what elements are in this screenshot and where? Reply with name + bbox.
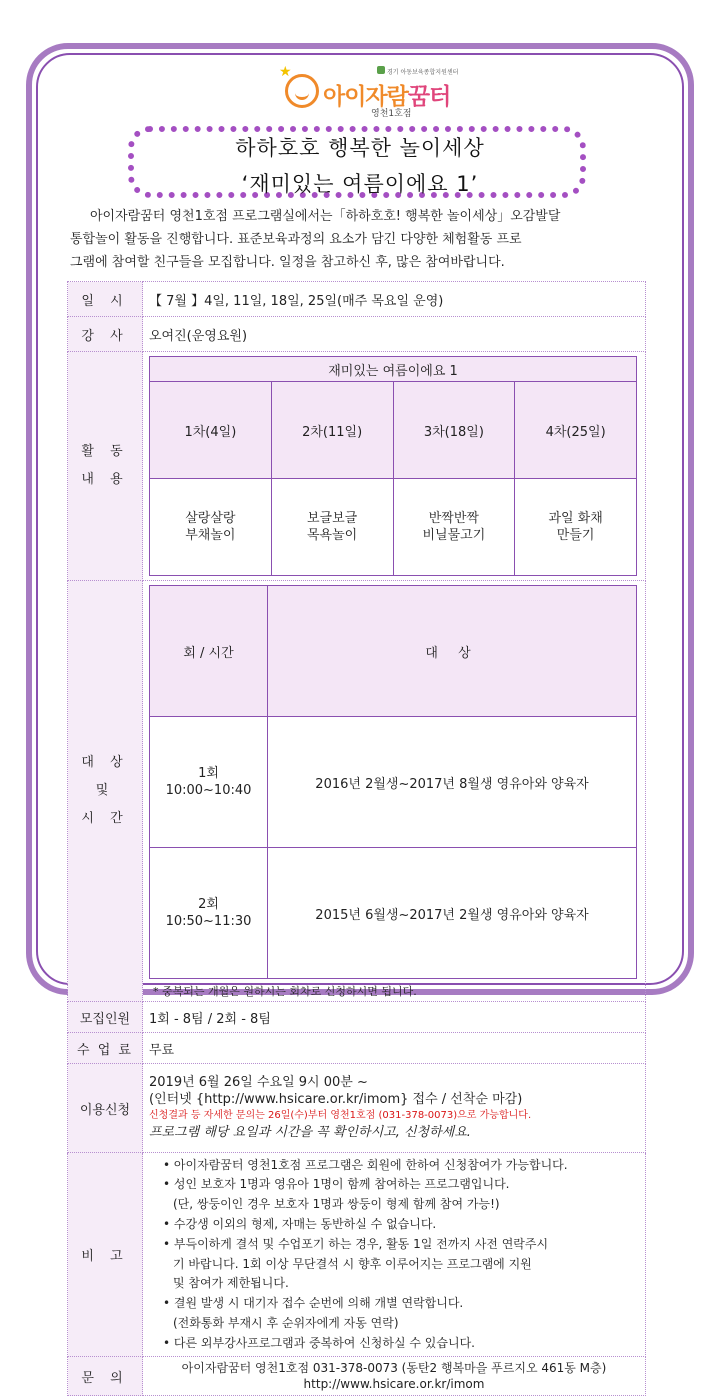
intro-line: 아이자람꿈터 영천1호점 프로그램실에서는「하하호호! 행복한 놀이세상」오감발달 [90, 209, 561, 224]
smile-face-icon [285, 74, 319, 108]
row-date [68, 282, 646, 317]
row-capacity [68, 1002, 646, 1033]
apply-inquiry-notice: 신청결과 등 자세한 문의는 26일(수)부터 영천1호점 (031-378-0073)으로 가능합니다. [149, 1110, 532, 1121]
apply-cell [143, 1064, 646, 1153]
target-desc: 2015년 6월생~2017년 2월생 영유아와 양육자 [268, 848, 637, 979]
row-apply [68, 1064, 646, 1153]
contact-cell [143, 1357, 646, 1396]
value-capacity: 1회 - 8팀 / 2회 - 8팀 [143, 1002, 646, 1033]
row-activity [68, 352, 646, 581]
label-target: 대 상 및 시 간 [68, 581, 143, 1002]
row-contact [68, 1357, 646, 1396]
session-round: 1차(4일) [150, 382, 272, 479]
logo-center: 영천1호점 [371, 109, 412, 119]
activity-table [149, 356, 637, 576]
star-icon: ★ [279, 64, 292, 80]
label-remarks: 비 고 [68, 1153, 143, 1357]
target-desc: 2016년 2월생~2017년 8월생 영유아와 양육자 [268, 717, 637, 848]
label-instructor: 강 사 [68, 317, 143, 352]
remark-line: • 성인 보호자 1명과 영유아 1명이 함께 참여하는 프로그램입니다. [163, 1177, 510, 1192]
contact-url[interactable]: http://www.hsicare.or.kr/imom [303, 1377, 485, 1391]
session-round: 4차(25일) [515, 382, 637, 479]
logo [279, 64, 485, 119]
target-round: 2회 10:50~11:30 [150, 848, 268, 979]
activity-cell [143, 352, 646, 581]
intro-line: 통합놀이 활동을 진행합니다. 표준보육과정의 요소가 담긴 다양한 체험활동 프로 [70, 232, 522, 247]
apply-reminder: 프로그램 해당 요일과 시간을 꼭 확인하시고, 신청하세요. [149, 1125, 471, 1140]
session-round: 2차(11일) [271, 382, 393, 479]
label-apply: 이용신청 [68, 1064, 143, 1153]
logo-org: 경기 아동보육종합지원센터 [387, 69, 459, 76]
target-table [149, 585, 637, 979]
remark-line: 기 바랍니다. 1회 이상 무단결석 시 향후 이루어지는 프로그램에 지원 [173, 1256, 532, 1271]
remark-line: • 다른 외부강사프로그램과 중복하여 신청하실 수 있습니다. [163, 1335, 475, 1350]
session-content: 살랑살랑 부채놀이 [150, 479, 272, 576]
remark-line: • 결원 발생 시 대기자 접수 순번에 의해 개별 연락합니다. [163, 1296, 464, 1311]
target-col-desc: 대 상 [268, 586, 637, 717]
label-activity: 활 동 내 용 [68, 352, 143, 581]
page-title: 하하호호 행복한 놀이세상 [235, 136, 485, 160]
row-target [68, 581, 646, 1002]
remark-line: (전화통화 부재시 후 순위자에게 자동 연락) [173, 1315, 399, 1330]
remarks-cell [143, 1153, 646, 1357]
remark-line: 및 참여가 제한됩니다. [173, 1276, 289, 1291]
session-content: 과일 화채 만들기 [515, 479, 637, 576]
apply-method: (인터넷 {http://www.hsicare.or.kr/imom} 접수 / 선착순 마감) [149, 1092, 523, 1107]
info-table [67, 281, 646, 1396]
contact-address: 아이자람꿈터 영천1호점 031-378-0073 (동탄2 행복마을 푸르지오 461동 M층) [181, 1361, 607, 1375]
logo-name: 아이자람꿈터 [323, 84, 451, 110]
apply-date: 2019년 6월 26일 수요일 9시 00분 ~ [149, 1075, 368, 1090]
session-round: 3차(18일) [393, 382, 515, 479]
page-subtitle: ‘재미있는 여름이에요 1’ [241, 172, 479, 196]
remark-line: • 부득이하게 결석 및 수업포기 하는 경우, 활동 1일 전까지 사전 연락주시 [163, 1236, 549, 1251]
label-date: 일 시 [68, 282, 143, 317]
remark-line: • 수강생 이외의 형제, 자매는 동반하실 수 없습니다. [163, 1216, 437, 1231]
remark-line: • 아이자람꿈터 영천1호점 프로그램은 회원에 한하여 신청참여가 가능합니다. [163, 1157, 568, 1172]
target-note: * 중복되는 개월은 원하시는 회차로 신청하시면 됩니다. [153, 985, 417, 998]
activity-header: 재미있는 여름이에요 1 [150, 357, 637, 382]
row-fee [68, 1033, 646, 1064]
value-fee: 무료 [143, 1033, 646, 1064]
row-instructor [68, 317, 646, 352]
intro-line: 그램에 참여할 친구들을 모집합니다. 일정을 참고하신 후, 많은 참여바랍니다. [70, 255, 505, 270]
target-cell [143, 581, 646, 1002]
target-col-time: 회 / 시간 [150, 586, 268, 717]
session-content: 반짝반짝 비닐물고기 [393, 479, 515, 576]
row-remarks [68, 1153, 646, 1357]
value-date: 【 7월 】4일, 11일, 18일, 25일(매주 목요일 운영) [143, 282, 646, 317]
remark-line: (단, 쌍둥이인 경우 보호자 1명과 쌍둥이 형제 함께 참여 가능!) [173, 1197, 500, 1212]
label-capacity: 모집인원 [68, 1002, 143, 1033]
org-mark-icon [377, 66, 385, 74]
label-contact: 문 의 [68, 1357, 143, 1396]
value-instructor: 오여진(운영요원) [143, 317, 646, 352]
target-round: 1회 10:00~10:40 [150, 717, 268, 848]
session-content: 보글보글 목욕놀이 [271, 479, 393, 576]
label-fee: 수 업 료 [68, 1033, 143, 1064]
